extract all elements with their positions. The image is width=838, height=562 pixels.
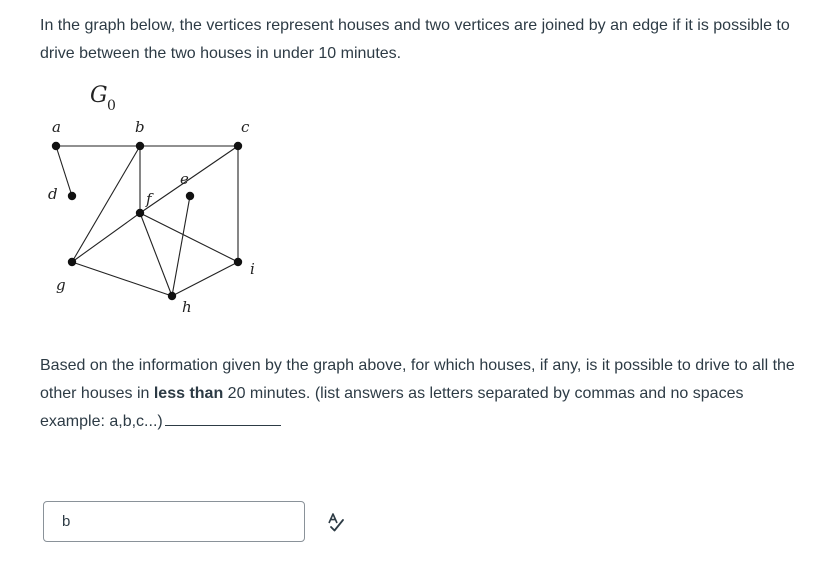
vertex-label-e: e	[180, 170, 189, 188]
question-text-part2: 20 minutes. (list answers as letters separated by commas and no spaces example: a,b,c...)	[40, 385, 744, 430]
vertex-c	[234, 142, 242, 150]
graph-title: G	[90, 83, 108, 108]
graph-labels	[48, 118, 255, 316]
vertex-label-a: a	[52, 118, 61, 136]
vertex-i	[234, 258, 242, 266]
intro-paragraph: In the graph below, the vertices represent houses and two vertices are joined by an edge if it is possible to drive between the two houses in under 10 minutes.	[40, 17, 790, 62]
vertex-h	[168, 292, 176, 300]
graph-edges	[56, 146, 238, 296]
vertex-label-d: d	[48, 185, 58, 203]
graph-vertices	[52, 142, 242, 300]
answer-blank-line	[165, 409, 281, 426]
question-paragraph	[40, 352, 810, 436]
vertex-g	[68, 258, 76, 266]
vertex-label-f: f	[146, 190, 152, 208]
edge-f-i	[140, 213, 238, 262]
spell-check-icon[interactable]	[325, 511, 347, 533]
edge-b-g	[72, 146, 140, 262]
edge-a-d	[56, 146, 72, 196]
vertex-label-c: c	[241, 118, 250, 136]
edge-h-i	[172, 262, 238, 296]
vertex-label-h: h	[182, 298, 192, 316]
vertex-label-b: b	[135, 118, 145, 136]
vertex-b	[136, 142, 144, 150]
vertex-label-i: i	[250, 260, 255, 278]
vertex-e	[186, 192, 194, 200]
vertex-f	[136, 209, 144, 217]
question-bold: less than	[153, 385, 224, 402]
vertex-d	[68, 192, 76, 200]
edge-f-g	[72, 213, 140, 262]
graph-title-subscript: 0	[107, 98, 116, 114]
question-text-part1: Based on the information given by the graph above, for which houses, if any, is it possible to drive to all the other houses in	[40, 357, 795, 402]
vertex-label-g: g	[56, 276, 66, 294]
edge-g-h	[72, 262, 172, 296]
answer-input[interactable]	[43, 501, 305, 542]
vertex-a	[52, 142, 60, 150]
edge-f-h	[140, 213, 172, 296]
graph-g0	[30, 78, 290, 328]
edge-e-h	[172, 196, 190, 296]
